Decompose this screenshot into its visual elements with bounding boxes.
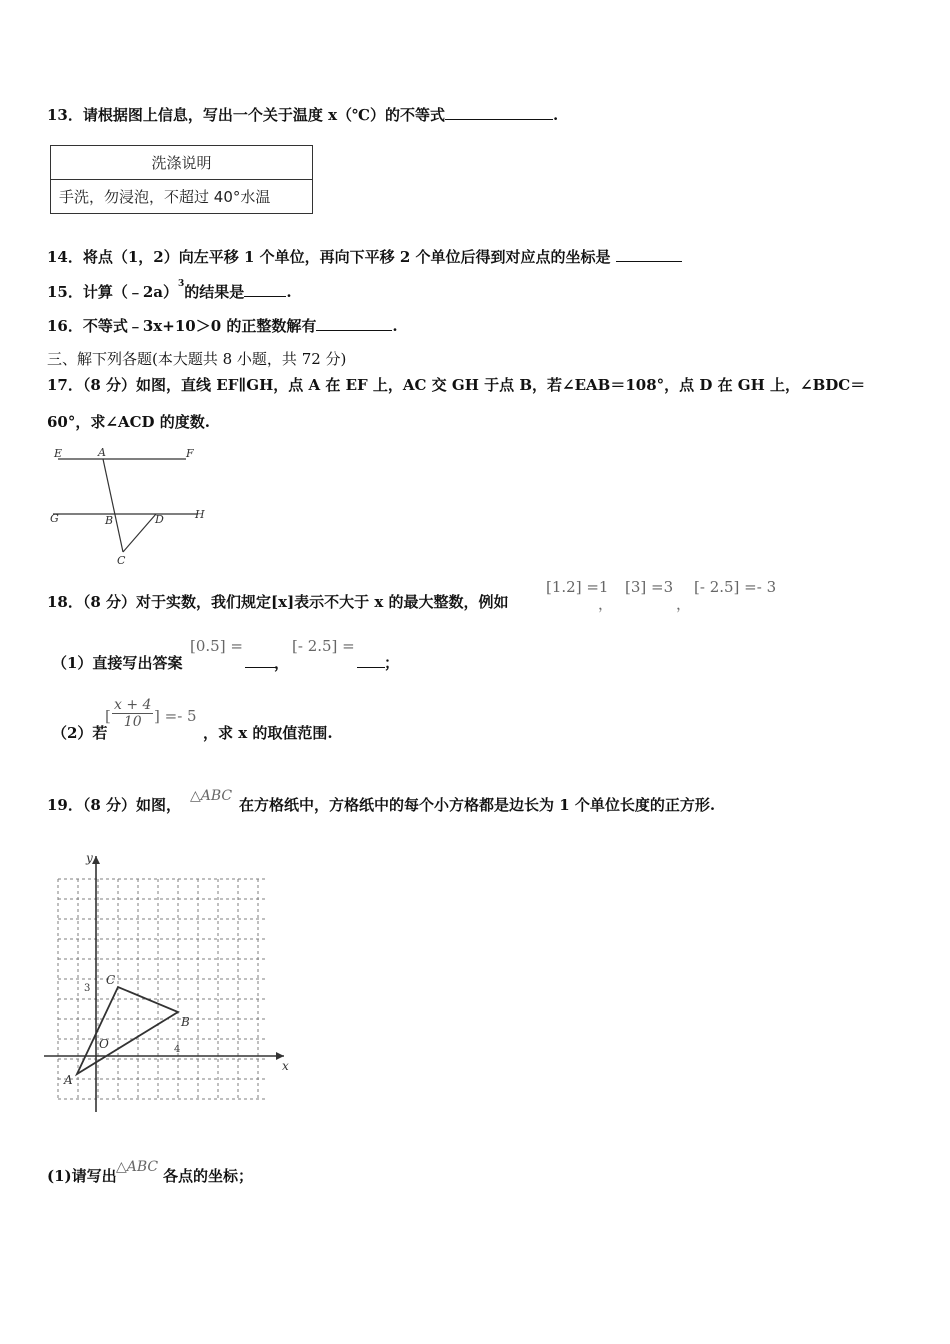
q16-end: . <box>392 317 398 335</box>
washing-instructions-table <box>50 145 313 214</box>
q17-line-2: 60°，求∠ACD 的度数. <box>47 413 210 431</box>
fraction-denominator: 10 <box>123 714 142 730</box>
q18-part1-sep: ， <box>274 654 290 672</box>
wash-table-body: 手洗，勿浸泡，不超过 40°水温 <box>51 180 313 214</box>
section-3-title: 三、解下列各题(本大题共 8 小题，共 72 分) <box>47 350 347 368</box>
grid-label-o: O <box>99 1037 109 1051</box>
q15-answer-blank[interactable] <box>244 295 286 297</box>
q14-answer-blank[interactable] <box>616 260 682 262</box>
q18-part2-tail: ，求 x 的取值范围. <box>203 724 333 742</box>
q18-example-1: [1.2] =1 <box>546 578 609 596</box>
q18-comma-1: ， <box>598 595 614 613</box>
q19-part1-suffix: 各点的坐标； <box>163 1167 254 1185</box>
grid-label-x: x <box>282 1059 289 1073</box>
q13-end: . <box>553 106 559 124</box>
q18-part1-blank-1[interactable] <box>245 666 277 668</box>
q15-line <box>47 281 292 302</box>
grid-label-c: C <box>106 973 116 987</box>
q15-exponent: 3 <box>178 279 185 289</box>
q19-intro-rest: 在方格纸中，方格纸中的每个小方格都是边长为 1 个单位长度的正方形. <box>239 796 716 814</box>
label-c: C <box>117 554 126 567</box>
grid-label-a: A <box>64 1073 73 1087</box>
fraction-numerator: x + 4 <box>114 697 152 713</box>
q19-triangle-symbol: △ABC <box>190 788 233 804</box>
q17-figure <box>48 444 218 569</box>
q18-part2-rhs: ] =- 5 <box>154 707 197 725</box>
grid-tick-3: 3 <box>84 983 91 994</box>
q14-text: 14．将点（1，2）向左平移 1 个单位，再向下平移 2 个单位后得到对应点的坐标是 <box>47 248 611 266</box>
label-h: H <box>195 508 205 521</box>
q18-part1-end: ； <box>384 654 400 672</box>
q18-comma-2: ， <box>676 595 692 613</box>
label-f: F <box>186 447 194 460</box>
q18-intro: 18．（8 分）对于实数，我们规定[x]表示不大于 x 的最大整数，例如 <box>47 593 509 611</box>
q18-part1-expr-2: [- 2.5] = <box>292 637 355 655</box>
q15-prefix: 15．计算（﹣2a） <box>47 283 179 301</box>
q18-part1-expr-1: [0.5] = <box>190 637 243 655</box>
q13-text: 13．请根据图上信息，写出一个关于温度 x（℃）的不等式 <box>47 106 446 124</box>
segment-cd <box>123 514 156 552</box>
q14-line <box>47 246 682 267</box>
grid-label-b: B <box>181 1015 190 1029</box>
label-a: A <box>98 446 106 459</box>
q19-intro: 19．（8 分）如图， <box>47 796 182 814</box>
grid-tick-4: 4 <box>174 1044 181 1055</box>
q18-part2-lbracket: [ <box>105 707 111 725</box>
q18-part1-label: （1）直接写出答案 <box>52 654 183 672</box>
q13-line <box>47 104 558 125</box>
grid-label-y: y <box>86 851 93 865</box>
wash-table-header: 洗涤说明 <box>51 146 313 180</box>
q19-grid-figure <box>44 844 294 1116</box>
label-g: G <box>50 512 59 525</box>
q18-part1-blank-2[interactable] <box>357 666 385 668</box>
q15-suffix: 的结果是 <box>184 283 245 301</box>
q18-example-3: [- 2.5] =- 3 <box>694 578 777 596</box>
q13-answer-blank[interactable] <box>445 118 553 120</box>
q19-part1-prefix: (1)请写出 <box>47 1167 117 1185</box>
q17-line-1: 17．（8 分）如图，直线 EF∥GH，点 A 在 EF 上，AC 交 GH 于点 B，若∠EAB＝108°，点 D 在 GH 上，∠BDC＝ <box>47 376 866 394</box>
segment-ac <box>103 459 123 552</box>
q18-part2-fraction <box>112 697 153 730</box>
q16-line <box>47 315 398 336</box>
q16-text: 16．不等式﹣3x+10＞0 的正整数解有 <box>47 317 317 335</box>
q19-part1-triangle-symbol: △ABC <box>116 1159 159 1175</box>
q16-answer-blank[interactable] <box>316 329 392 331</box>
q15-end: . <box>286 283 292 301</box>
q18-example-2: [3] =3 <box>625 578 674 596</box>
q18-part2-label: （2）若 <box>52 724 108 742</box>
y-axis-arrow <box>92 856 100 864</box>
label-b: B <box>105 514 114 527</box>
label-e: E <box>54 447 63 460</box>
triangle-abc <box>77 987 181 1074</box>
label-d: D <box>155 513 164 526</box>
